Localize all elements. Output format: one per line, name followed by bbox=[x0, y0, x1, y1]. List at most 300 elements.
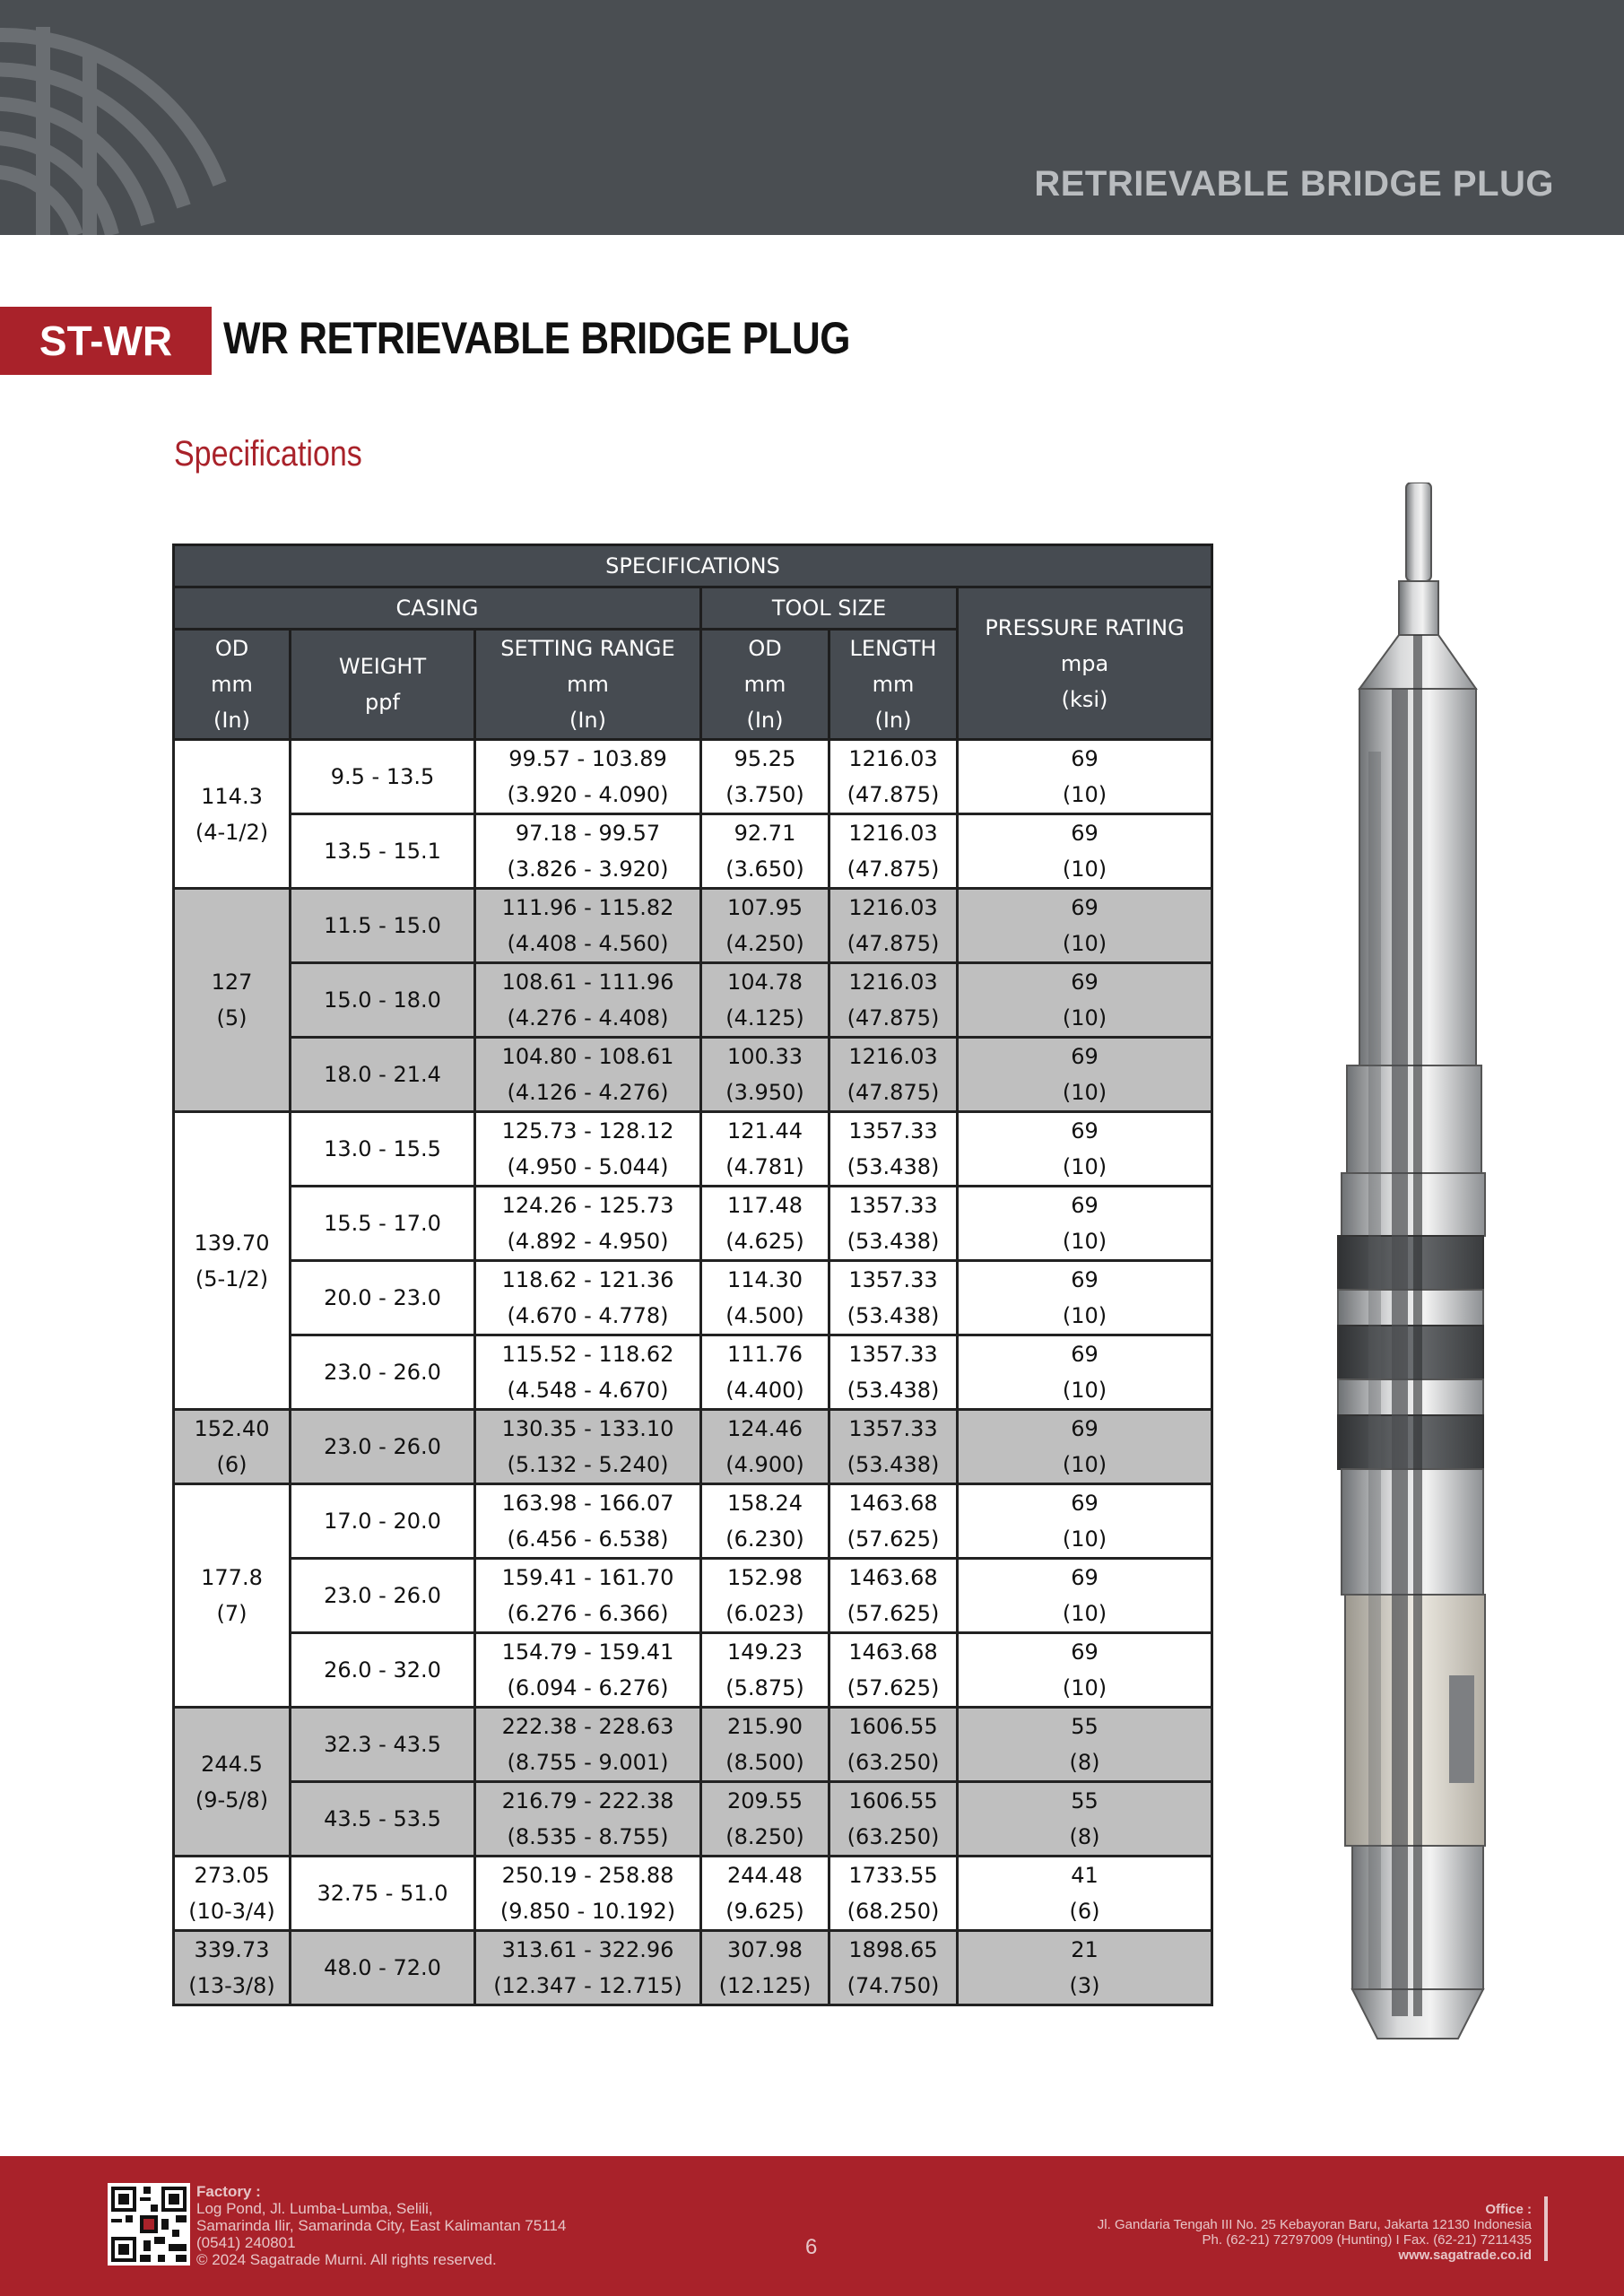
pressure-cell bbox=[958, 1633, 1212, 1708]
table-row bbox=[174, 814, 1212, 889]
tool-od-cell bbox=[701, 1335, 829, 1410]
table-row bbox=[174, 1931, 1212, 2005]
casing-od-cell bbox=[174, 740, 291, 889]
cell-line: 273.05 bbox=[194, 1863, 270, 1888]
pressure-cell bbox=[958, 963, 1212, 1038]
office-label: Office : bbox=[1485, 2202, 1532, 2217]
cell-line: (6) bbox=[216, 1452, 248, 1477]
cell-line: 216.79 - 222.38 bbox=[501, 1788, 674, 1813]
length-cell bbox=[829, 1112, 958, 1187]
header-line: LENGTH bbox=[849, 636, 937, 661]
weight-cell: 18.0 - 21.4 bbox=[291, 1038, 475, 1112]
cell-line: 1216.03 bbox=[848, 821, 938, 846]
casing-od-cell bbox=[174, 1112, 291, 1410]
cell-line: 1216.03 bbox=[848, 895, 938, 920]
cell-line: (10) bbox=[1062, 1601, 1107, 1626]
weight-cell: 23.0 - 26.0 bbox=[291, 1559, 475, 1633]
pressure-cell bbox=[958, 1559, 1212, 1633]
header-line: mm bbox=[567, 672, 609, 697]
cell-line: (8.535 - 8.755) bbox=[507, 1824, 669, 1849]
cell-line: (10-3/4) bbox=[188, 1899, 275, 1924]
cell-line: 1606.55 bbox=[848, 1788, 938, 1813]
pressure-cell bbox=[958, 1857, 1212, 1931]
weight-cell: 32.75 - 51.0 bbox=[291, 1857, 475, 1931]
cell-line: 55 bbox=[1071, 1788, 1099, 1813]
cell-line: (3) bbox=[1069, 1973, 1100, 1998]
cell-line: 111.76 bbox=[727, 1342, 803, 1367]
weight-cell: 26.0 - 32.0 bbox=[291, 1633, 475, 1708]
cell-line: (4.548 - 4.670) bbox=[507, 1378, 669, 1403]
cell-line: 69 bbox=[1071, 821, 1099, 846]
length-cell bbox=[829, 1857, 958, 1931]
tool-od-cell bbox=[701, 1931, 829, 2005]
casing-od-cell bbox=[174, 1931, 291, 2005]
cell-line: (9-5/8) bbox=[195, 1787, 269, 1813]
setting-range-cell bbox=[475, 740, 701, 814]
header-line: WEIGHT bbox=[338, 654, 427, 679]
column-header-weight bbox=[291, 630, 475, 740]
tool-od-cell bbox=[701, 1410, 829, 1484]
cell-line: 177.8 bbox=[201, 1565, 263, 1590]
cell-line: (63.250) bbox=[847, 1750, 940, 1775]
length-cell bbox=[829, 1410, 958, 1484]
length-cell bbox=[829, 1782, 958, 1857]
setting-range-cell bbox=[475, 1559, 701, 1633]
cell-line: 130.35 - 133.10 bbox=[501, 1416, 674, 1441]
table-row bbox=[174, 1038, 1212, 1112]
tool-od-cell bbox=[701, 1857, 829, 1931]
tool-od-cell bbox=[701, 1559, 829, 1633]
cell-line: (10) bbox=[1062, 857, 1107, 882]
cell-line: (4.500) bbox=[725, 1303, 804, 1328]
cell-line: 1357.33 bbox=[848, 1416, 938, 1441]
column-header-tool-od bbox=[701, 630, 829, 740]
cell-line: (4.670 - 4.778) bbox=[507, 1303, 669, 1328]
tool-od-cell bbox=[701, 740, 829, 814]
table-title: SPECIFICATIONS bbox=[174, 545, 1212, 587]
cell-line: 127 bbox=[211, 970, 253, 995]
cell-line: (8) bbox=[1069, 1750, 1100, 1775]
setting-range-cell bbox=[475, 1112, 701, 1187]
casing-od-cell bbox=[174, 1484, 291, 1708]
cell-line: (10) bbox=[1062, 1229, 1107, 1254]
cell-line: 69 bbox=[1071, 1044, 1099, 1069]
cell-line: 69 bbox=[1071, 1565, 1099, 1590]
cell-line: 117.48 bbox=[727, 1193, 803, 1218]
table-row bbox=[174, 1708, 1212, 1782]
cell-line: (4.276 - 4.408) bbox=[507, 1005, 669, 1031]
cell-line: 1357.33 bbox=[848, 1118, 938, 1144]
cell-line: 69 bbox=[1071, 1491, 1099, 1516]
cell-line: (57.625) bbox=[847, 1601, 940, 1626]
cell-line: 114.30 bbox=[727, 1267, 803, 1292]
header-line: SETTING RANGE bbox=[500, 636, 675, 661]
column-header-length bbox=[829, 630, 958, 740]
casing-od-cell bbox=[174, 1410, 291, 1484]
factory-line: Log Pond, Jl. Lumba-Lumba, Selili, bbox=[196, 2200, 433, 2217]
weight-cell: 15.5 - 17.0 bbox=[291, 1187, 475, 1261]
header-line: mpa bbox=[1060, 650, 1109, 676]
cell-line: 69 bbox=[1071, 1193, 1099, 1218]
cell-line: 92.71 bbox=[734, 821, 796, 846]
header-line: mm bbox=[872, 672, 915, 697]
cell-line: 1357.33 bbox=[848, 1193, 938, 1218]
length-cell bbox=[829, 1187, 958, 1261]
tool-od-cell bbox=[701, 1112, 829, 1187]
length-cell bbox=[829, 1633, 958, 1708]
weight-cell: 15.0 - 18.0 bbox=[291, 963, 475, 1038]
pressure-cell bbox=[958, 1112, 1212, 1187]
cell-line: 114.3 bbox=[201, 783, 263, 809]
table-body bbox=[174, 740, 1212, 2005]
cell-line: 139.70 bbox=[194, 1230, 270, 1256]
weight-cell: 23.0 - 26.0 bbox=[291, 1410, 475, 1484]
setting-range-cell bbox=[475, 1187, 701, 1261]
tool-od-cell bbox=[701, 1038, 829, 1112]
length-cell bbox=[829, 1559, 958, 1633]
setting-range-cell bbox=[475, 1335, 701, 1410]
factory-line: Samarinda Ilir, Samarinda City, East Kalimantan 75114 bbox=[196, 2217, 567, 2234]
cell-line: (10) bbox=[1062, 1303, 1107, 1328]
cell-line: 107.95 bbox=[727, 895, 803, 920]
setting-range-cell bbox=[475, 889, 701, 963]
tool-od-cell bbox=[701, 1187, 829, 1261]
casing-od-cell bbox=[174, 1708, 291, 1857]
cell-line: 1216.03 bbox=[848, 746, 938, 771]
cell-line: (6) bbox=[1069, 1899, 1100, 1924]
table-row bbox=[174, 1484, 1212, 1559]
specifications-heading: Specifications bbox=[174, 434, 362, 474]
length-cell bbox=[829, 963, 958, 1038]
cell-line: (4.126 - 4.276) bbox=[507, 1080, 669, 1105]
pressure-cell bbox=[958, 1261, 1212, 1335]
cell-line: 158.24 bbox=[727, 1491, 803, 1516]
cell-line: 1357.33 bbox=[848, 1267, 938, 1292]
specifications-table bbox=[172, 544, 1213, 2006]
weight-cell: 17.0 - 20.0 bbox=[291, 1484, 475, 1559]
tool-od-cell bbox=[701, 1633, 829, 1708]
cell-line: 154.79 - 159.41 bbox=[501, 1639, 674, 1665]
cell-line: 69 bbox=[1071, 895, 1099, 920]
cell-line: (47.875) bbox=[847, 1005, 940, 1031]
cell-line: (3.920 - 4.090) bbox=[507, 782, 669, 807]
factory-line: (0541) 240801 bbox=[196, 2234, 296, 2251]
cell-line: 244.48 bbox=[727, 1863, 803, 1888]
cell-line: (74.750) bbox=[847, 1973, 940, 1998]
group-header-tool-size: TOOL SIZE bbox=[701, 587, 958, 630]
cell-line: 69 bbox=[1071, 1267, 1099, 1292]
cell-line: 69 bbox=[1071, 1416, 1099, 1441]
cell-line: 1606.55 bbox=[848, 1714, 938, 1739]
cell-line: (9.850 - 10.192) bbox=[499, 1899, 676, 1924]
length-cell bbox=[829, 1931, 958, 2005]
cell-line: (10) bbox=[1062, 1675, 1107, 1700]
office-divider bbox=[1544, 2196, 1548, 2261]
header-line: (In) bbox=[874, 708, 912, 733]
factory-label: Factory : bbox=[196, 2183, 261, 2200]
length-cell bbox=[829, 740, 958, 814]
cell-line: (5-1/2) bbox=[195, 1265, 269, 1292]
cell-line: 159.41 - 161.70 bbox=[501, 1565, 674, 1590]
cell-line: (47.875) bbox=[847, 857, 940, 882]
bridge-plug-product-image bbox=[1306, 483, 1539, 2043]
cell-line: 69 bbox=[1071, 1118, 1099, 1144]
header-line: OD bbox=[214, 636, 249, 661]
cell-line: 1216.03 bbox=[848, 1044, 938, 1069]
company-logo-watermark-icon bbox=[0, 0, 233, 235]
cell-line: 95.25 bbox=[734, 746, 796, 771]
page-header bbox=[0, 0, 1624, 235]
header-line: mm bbox=[743, 672, 786, 697]
cell-line: 215.90 bbox=[727, 1714, 803, 1739]
setting-range-cell bbox=[475, 963, 701, 1038]
pressure-cell bbox=[958, 1484, 1212, 1559]
header-line: (ksi) bbox=[1061, 686, 1108, 712]
length-cell bbox=[829, 1708, 958, 1782]
cell-line: 125.73 - 128.12 bbox=[501, 1118, 674, 1144]
length-cell bbox=[829, 1335, 958, 1410]
pressure-cell bbox=[958, 814, 1212, 889]
weight-cell: 20.0 - 23.0 bbox=[291, 1261, 475, 1335]
tool-od-cell bbox=[701, 814, 829, 889]
cell-line: 100.33 bbox=[727, 1044, 803, 1069]
tool-od-cell bbox=[701, 1708, 829, 1782]
tool-od-cell bbox=[701, 889, 829, 963]
pressure-cell bbox=[958, 889, 1212, 963]
cell-line: (10) bbox=[1062, 1378, 1107, 1403]
cell-line: (5.875) bbox=[725, 1675, 804, 1700]
group-header-casing: CASING bbox=[174, 587, 701, 630]
cell-line: 1898.65 bbox=[848, 1937, 938, 1962]
factory-address bbox=[196, 2183, 566, 2268]
cell-line: 124.26 - 125.73 bbox=[501, 1193, 674, 1218]
cell-line: (13-3/8) bbox=[188, 1973, 275, 1998]
cell-line: 69 bbox=[1071, 970, 1099, 995]
table-row bbox=[174, 1559, 1212, 1633]
header-line: (In) bbox=[746, 708, 784, 733]
copyright: © 2024 Sagatrade Murni. All rights reserved. bbox=[196, 2251, 497, 2268]
column-header-setting-range bbox=[475, 630, 701, 740]
cell-line: (6.094 - 6.276) bbox=[507, 1675, 669, 1700]
setting-range-cell bbox=[475, 1633, 701, 1708]
table-row bbox=[174, 1857, 1212, 1931]
cell-line: 209.55 bbox=[727, 1788, 803, 1813]
cell-line: 104.80 - 108.61 bbox=[501, 1044, 674, 1069]
setting-range-cell bbox=[475, 1782, 701, 1857]
cell-line: (5.132 - 5.240) bbox=[507, 1452, 669, 1477]
weight-cell: 48.0 - 72.0 bbox=[291, 1931, 475, 2005]
cell-line: 118.62 - 121.36 bbox=[501, 1267, 674, 1292]
pressure-cell bbox=[958, 1708, 1212, 1782]
table-row bbox=[174, 740, 1212, 814]
cell-line: (3.750) bbox=[725, 782, 804, 807]
office-line: Jl. Gandaria Tengah III No. 25 Kebayoran Baru, Jakarta 12130 Indonesia bbox=[1097, 2217, 1532, 2232]
pressure-cell bbox=[958, 1410, 1212, 1484]
table-row bbox=[174, 963, 1212, 1038]
weight-cell: 23.0 - 26.0 bbox=[291, 1335, 475, 1410]
header-line: PRESSURE RATING bbox=[985, 614, 1185, 640]
cell-line: (4.250) bbox=[725, 931, 804, 956]
page-footer bbox=[0, 2156, 1624, 2296]
cell-line: (10) bbox=[1062, 1154, 1107, 1179]
table-row bbox=[174, 889, 1212, 963]
cell-line: 104.78 bbox=[727, 970, 803, 995]
cell-line: (10) bbox=[1062, 1452, 1107, 1477]
cell-line: (3.950) bbox=[725, 1080, 804, 1105]
cell-line: (10) bbox=[1062, 1526, 1107, 1552]
length-cell bbox=[829, 889, 958, 963]
column-header-pressure-rating bbox=[958, 587, 1212, 740]
cell-line: (4-1/2) bbox=[195, 819, 269, 845]
cell-line: (6.230) bbox=[725, 1526, 804, 1552]
product-code-badge: ST-WR bbox=[0, 307, 212, 375]
cell-line: (4.781) bbox=[725, 1154, 804, 1179]
cell-line: 1463.68 bbox=[848, 1491, 938, 1516]
cell-line: (3.826 - 3.920) bbox=[507, 857, 669, 882]
length-cell bbox=[829, 1261, 958, 1335]
cell-line: (57.625) bbox=[847, 1526, 940, 1552]
product-title: WR RETRIEVABLE BRIDGE PLUG bbox=[223, 313, 851, 363]
cell-line: (10) bbox=[1062, 931, 1107, 956]
pressure-cell bbox=[958, 1187, 1212, 1261]
qr-code-icon bbox=[108, 2183, 190, 2266]
casing-od-cell bbox=[174, 1857, 291, 1931]
cell-line: 21 bbox=[1071, 1937, 1099, 1962]
cell-line: 152.40 bbox=[194, 1416, 270, 1441]
cell-line: (3.650) bbox=[725, 857, 804, 882]
header-line: ppf bbox=[365, 690, 400, 715]
length-cell bbox=[829, 814, 958, 889]
office-address bbox=[1098, 2202, 1532, 2263]
setting-range-cell bbox=[475, 1484, 701, 1559]
cell-line: (10) bbox=[1062, 1005, 1107, 1031]
cell-line: 97.18 - 99.57 bbox=[515, 821, 661, 846]
cell-line: (4.625) bbox=[725, 1229, 804, 1254]
cell-line: (53.438) bbox=[847, 1452, 940, 1477]
website-link[interactable]: www.sagatrade.co.id bbox=[1398, 2248, 1532, 2263]
page-number: 6 bbox=[805, 2235, 818, 2259]
cell-line: (68.250) bbox=[847, 1899, 940, 1924]
pressure-cell bbox=[958, 1931, 1212, 2005]
cell-line: 1733.55 bbox=[848, 1863, 938, 1888]
table-row bbox=[174, 1335, 1212, 1410]
setting-range-cell bbox=[475, 1410, 701, 1484]
weight-cell: 32.3 - 43.5 bbox=[291, 1708, 475, 1782]
cell-line: 250.19 - 258.88 bbox=[501, 1863, 674, 1888]
cell-line: (53.438) bbox=[847, 1303, 940, 1328]
header-line: (In) bbox=[213, 708, 250, 733]
cell-line: 307.98 bbox=[727, 1937, 803, 1962]
cell-line: (57.625) bbox=[847, 1675, 940, 1700]
length-cell bbox=[829, 1484, 958, 1559]
setting-range-cell bbox=[475, 1708, 701, 1782]
cell-line: (4.900) bbox=[725, 1452, 804, 1477]
pressure-cell bbox=[958, 740, 1212, 814]
cell-line: (4.950 - 5.044) bbox=[507, 1154, 669, 1179]
cell-line: 163.98 - 166.07 bbox=[501, 1491, 674, 1516]
cell-line: 55 bbox=[1071, 1714, 1099, 1739]
weight-cell: 9.5 - 13.5 bbox=[291, 740, 475, 814]
cell-line: (12.347 - 12.715) bbox=[493, 1973, 682, 1998]
cell-line: 222.38 - 228.63 bbox=[501, 1714, 674, 1739]
office-line: Ph. (62-21) 72797009 (Hunting) I Fax. (62-21) 7211435 bbox=[1202, 2232, 1532, 2248]
cell-line: (8.250) bbox=[725, 1824, 804, 1849]
table-row bbox=[174, 1410, 1212, 1484]
cell-line: (4.408 - 4.560) bbox=[507, 931, 669, 956]
tool-od-cell bbox=[701, 1261, 829, 1335]
pressure-cell bbox=[958, 1038, 1212, 1112]
tool-od-cell bbox=[701, 1782, 829, 1857]
cell-line: 1216.03 bbox=[848, 970, 938, 995]
header-line: OD bbox=[748, 636, 782, 661]
setting-range-cell bbox=[475, 1038, 701, 1112]
pressure-cell bbox=[958, 1335, 1212, 1410]
cell-line: 149.23 bbox=[727, 1639, 803, 1665]
cell-line: 115.52 - 118.62 bbox=[501, 1342, 674, 1367]
weight-cell: 13.5 - 15.1 bbox=[291, 814, 475, 889]
cell-line: (6.276 - 6.366) bbox=[507, 1601, 669, 1626]
table-row bbox=[174, 1782, 1212, 1857]
cell-line: 108.61 - 111.96 bbox=[501, 970, 674, 995]
cell-line: 69 bbox=[1071, 746, 1099, 771]
cell-line: (6.456 - 6.538) bbox=[507, 1526, 669, 1552]
cell-line: 1463.68 bbox=[848, 1565, 938, 1590]
cell-line: 313.61 - 322.96 bbox=[501, 1937, 674, 1962]
cell-line: 339.73 bbox=[194, 1937, 270, 1962]
cell-line: (47.875) bbox=[847, 1080, 940, 1105]
cell-line: (47.875) bbox=[847, 782, 940, 807]
table-row bbox=[174, 1187, 1212, 1261]
cell-line: (47.875) bbox=[847, 931, 940, 956]
cell-line: (5) bbox=[216, 1005, 248, 1031]
setting-range-cell bbox=[475, 1261, 701, 1335]
casing-od-cell bbox=[174, 889, 291, 1112]
cell-line: 1463.68 bbox=[848, 1639, 938, 1665]
table-row bbox=[174, 1261, 1212, 1335]
cell-line: (9.625) bbox=[725, 1899, 804, 1924]
weight-cell: 43.5 - 53.5 bbox=[291, 1782, 475, 1857]
cell-line: 1357.33 bbox=[848, 1342, 938, 1367]
cell-line: 69 bbox=[1071, 1639, 1099, 1665]
setting-range-cell bbox=[475, 1931, 701, 2005]
cell-line: (8) bbox=[1069, 1824, 1100, 1849]
cell-line: 41 bbox=[1071, 1863, 1099, 1888]
cell-line: 152.98 bbox=[727, 1565, 803, 1590]
length-cell bbox=[829, 1038, 958, 1112]
cell-line: (8.500) bbox=[725, 1750, 804, 1775]
header-line: (In) bbox=[569, 708, 606, 733]
cell-line: (63.250) bbox=[847, 1824, 940, 1849]
tool-od-cell bbox=[701, 1484, 829, 1559]
cell-line: 121.44 bbox=[727, 1118, 803, 1144]
cell-line: (8.755 - 9.001) bbox=[507, 1750, 669, 1775]
cell-line: (4.400) bbox=[725, 1378, 804, 1403]
cell-line: (10) bbox=[1062, 782, 1107, 807]
table-row bbox=[174, 1633, 1212, 1708]
cell-line: 69 bbox=[1071, 1342, 1099, 1367]
cell-line: 99.57 - 103.89 bbox=[508, 746, 667, 771]
cell-line: 124.46 bbox=[727, 1416, 803, 1441]
setting-range-cell bbox=[475, 814, 701, 889]
weight-cell: 13.0 - 15.5 bbox=[291, 1112, 475, 1187]
cell-line: 111.96 - 115.82 bbox=[501, 895, 674, 920]
cell-line: (10) bbox=[1062, 1080, 1107, 1105]
cell-line: 244.5 bbox=[201, 1751, 263, 1777]
pressure-cell bbox=[958, 1782, 1212, 1857]
weight-cell: 11.5 - 15.0 bbox=[291, 889, 475, 963]
cell-line: (6.023) bbox=[725, 1601, 804, 1626]
table-row bbox=[174, 1112, 1212, 1187]
